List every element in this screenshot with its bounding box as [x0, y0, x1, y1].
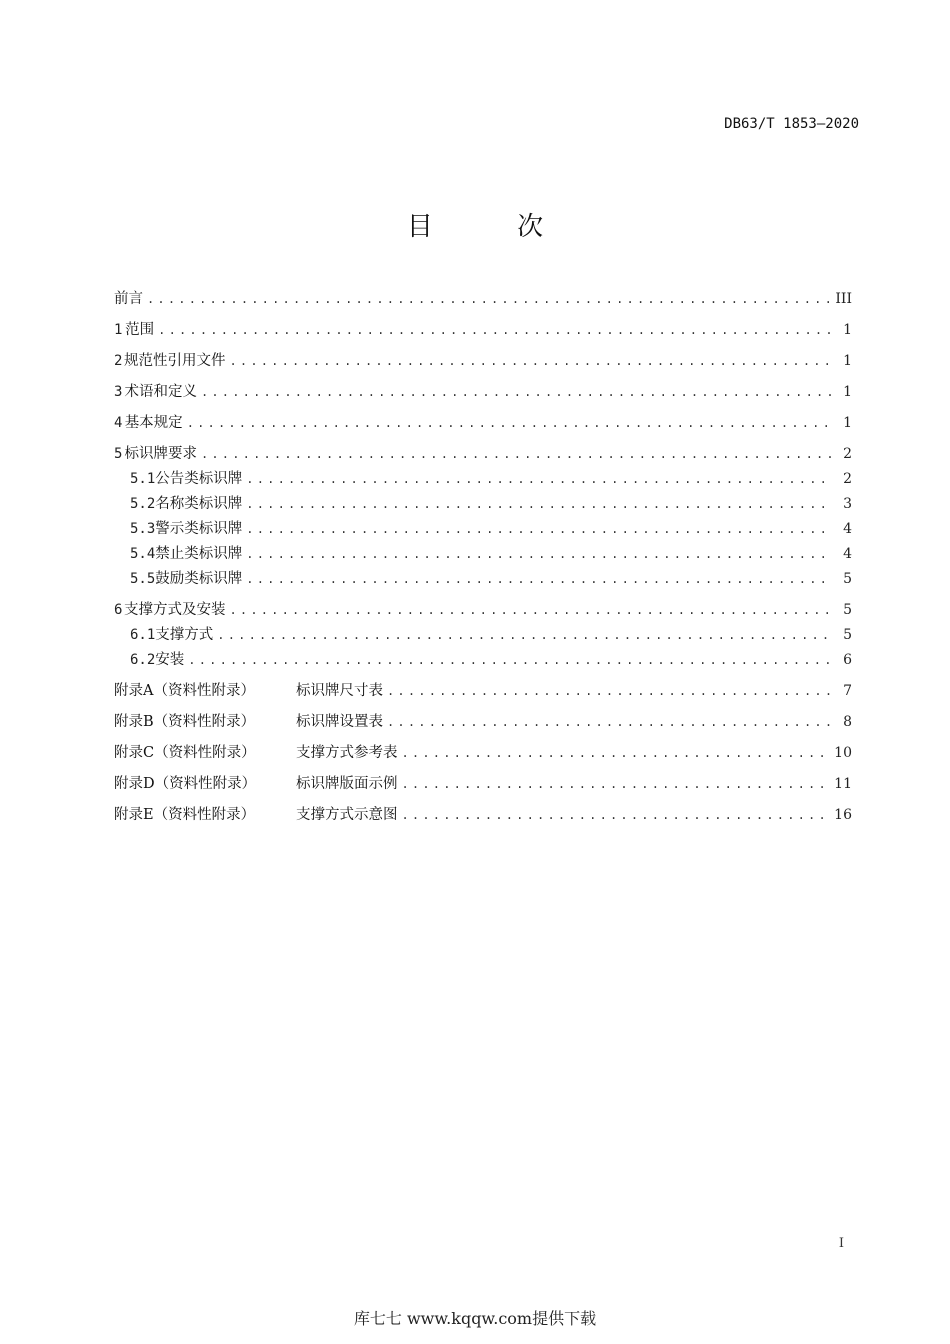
toc-entry-page: 10 — [834, 745, 852, 761]
toc-entry-label: 名称类标识牌 — [155, 496, 243, 512]
toc-entry-number: 3 — [114, 384, 123, 400]
toc-entry-label: 标识牌要求 — [124, 446, 197, 462]
toc-entry-page: 3 — [843, 496, 852, 512]
appendix-tag: 附录B（资料性附录） — [114, 714, 256, 730]
toc-entry-number: 5.1 — [130, 471, 156, 487]
toc-entry-label: 前言 — [114, 291, 143, 307]
toc-entry-label: 鼓励类标识牌 — [155, 571, 243, 587]
toc-appendix-label — [114, 741, 398, 765]
appendix-title: 标识牌版面示例 — [296, 776, 398, 792]
toc-appendix-label — [114, 679, 383, 703]
toc-entry-label: 公告类标识牌 — [155, 471, 243, 487]
toc-entry-page: 6 — [843, 652, 852, 668]
toc-entry-3[interactable] — [114, 380, 852, 404]
toc-entry-label: 基本规定 — [124, 415, 183, 431]
toc-appendix-d[interactable] — [114, 772, 852, 796]
appendix-title: 标识牌尺寸表 — [296, 683, 383, 699]
toc-entry-number: 5 — [114, 446, 123, 462]
toc-entry-page: 2 — [843, 446, 852, 462]
toc-entry-5-2[interactable] — [114, 492, 852, 516]
toc-entry-label: 禁止类标识牌 — [155, 546, 243, 562]
page-number: I — [838, 1236, 844, 1251]
toc-dot-leader — [201, 380, 832, 404]
toc-dot-leader — [158, 318, 832, 342]
toc-dot-leader — [188, 648, 832, 672]
toc-dot-leader — [201, 442, 832, 466]
toc-entry-number: 6.2 — [130, 652, 156, 668]
toc-entry-number: 5.3 — [130, 521, 156, 537]
toc-entry-6-2[interactable] — [114, 648, 852, 672]
toc-entry-page: 8 — [843, 714, 852, 730]
toc-entry-page: 16 — [834, 807, 852, 823]
toc-entry-page: III — [835, 291, 852, 307]
toc-entry-label: 范围 — [125, 322, 155, 338]
toc-appendix-c[interactable] — [114, 741, 852, 765]
appendix-title: 支撑方式参考表 — [296, 745, 398, 761]
toc-dot-leader — [229, 598, 832, 622]
page-title: 目 次 — [406, 212, 582, 242]
toc-entry-number: 5.4 — [130, 546, 156, 562]
toc-entry-page: 1 — [843, 353, 852, 369]
appendix-title: 支撑方式示意图 — [296, 807, 398, 823]
appendix-title: 标识牌设置表 — [296, 714, 383, 730]
toc-dot-leader — [387, 710, 832, 734]
toc-dot-leader — [246, 542, 832, 566]
toc-entry-page: 5 — [843, 627, 852, 643]
download-watermark: 库七七 www.kqqw.com提供下载 — [353, 1309, 597, 1328]
toc-dot-leader — [387, 679, 832, 703]
toc-entry-number: 5.5 — [130, 571, 156, 587]
toc-entry-5[interactable] — [114, 442, 852, 466]
toc-entry-page: 4 — [843, 521, 852, 537]
toc-dot-leader — [187, 411, 832, 435]
toc-dot-leader — [246, 467, 832, 491]
toc-entry-5-1[interactable] — [114, 467, 852, 491]
appendix-tag: 附录E（资料性附录） — [114, 807, 256, 823]
toc-entry-page: 1 — [843, 415, 852, 431]
document-code: DB63/T 1853—2020 — [724, 116, 859, 132]
toc-appendix-a[interactable] — [114, 679, 852, 703]
toc-appendix-label — [114, 710, 383, 734]
toc-dot-leader — [246, 567, 832, 591]
toc-entry-5-3[interactable] — [114, 517, 852, 541]
toc-entry-page: 11 — [834, 776, 852, 792]
toc-appendix-label — [114, 803, 398, 827]
appendix-tag: 附录A（资料性附录） — [114, 683, 255, 699]
toc-entry-page: 2 — [843, 471, 852, 487]
toc-entry-label: 安装 — [155, 652, 185, 668]
toc-entry-page: 4 — [843, 546, 852, 562]
toc-entry-number: 6 — [114, 602, 123, 618]
toc-dot-leader — [229, 349, 832, 373]
toc-entry-1[interactable] — [114, 318, 852, 342]
toc-dot-leader — [402, 741, 829, 765]
toc-entry-number: 6.1 — [130, 627, 156, 643]
toc-entry-page: 1 — [843, 322, 852, 338]
toc-entry-number: 4 — [114, 415, 123, 431]
toc-entry-5-5[interactable] — [114, 567, 852, 591]
toc-entry-number: 2 — [114, 353, 123, 369]
toc-entry-page: 1 — [843, 384, 852, 400]
toc-entry-label: 警示类标识牌 — [155, 521, 243, 537]
toc-dot-leader — [217, 623, 832, 647]
toc-entry-page: 5 — [843, 602, 852, 618]
toc-entry-6[interactable] — [114, 598, 852, 622]
toc-dot-leader — [402, 803, 829, 827]
toc-entry-label: 术语和定义 — [124, 384, 197, 400]
toc-dot-leader — [246, 517, 832, 541]
toc-entry-preface[interactable] — [114, 287, 852, 311]
toc-entry-label: 支撑方式及安装 — [123, 602, 226, 618]
toc-entry-5-4[interactable] — [114, 542, 852, 566]
toc-entry-4[interactable] — [114, 411, 852, 435]
toc-appendix-e[interactable] — [114, 803, 852, 827]
toc-entry-2[interactable] — [114, 349, 852, 373]
toc-entry-number: 5.2 — [130, 496, 156, 512]
table-of-contents — [114, 287, 852, 827]
toc-dot-leader — [246, 492, 832, 516]
toc-entry-6-1[interactable] — [114, 623, 852, 647]
toc-entry-label: 规范性引用文件 — [123, 353, 226, 369]
toc-entry-page: 7 — [843, 683, 852, 699]
toc-entry-number: 1 — [114, 322, 123, 338]
toc-entry-label: 支撑方式 — [155, 627, 214, 643]
toc-dot-leader — [402, 772, 829, 796]
toc-dot-leader — [147, 287, 829, 311]
toc-entry-page: 5 — [843, 571, 852, 587]
appendix-tag: 附录C（资料性附录） — [114, 745, 256, 761]
toc-appendix-label — [114, 772, 398, 796]
appendix-tag: 附录D（资料性附录） — [114, 776, 257, 792]
toc-appendix-b[interactable] — [114, 710, 852, 734]
